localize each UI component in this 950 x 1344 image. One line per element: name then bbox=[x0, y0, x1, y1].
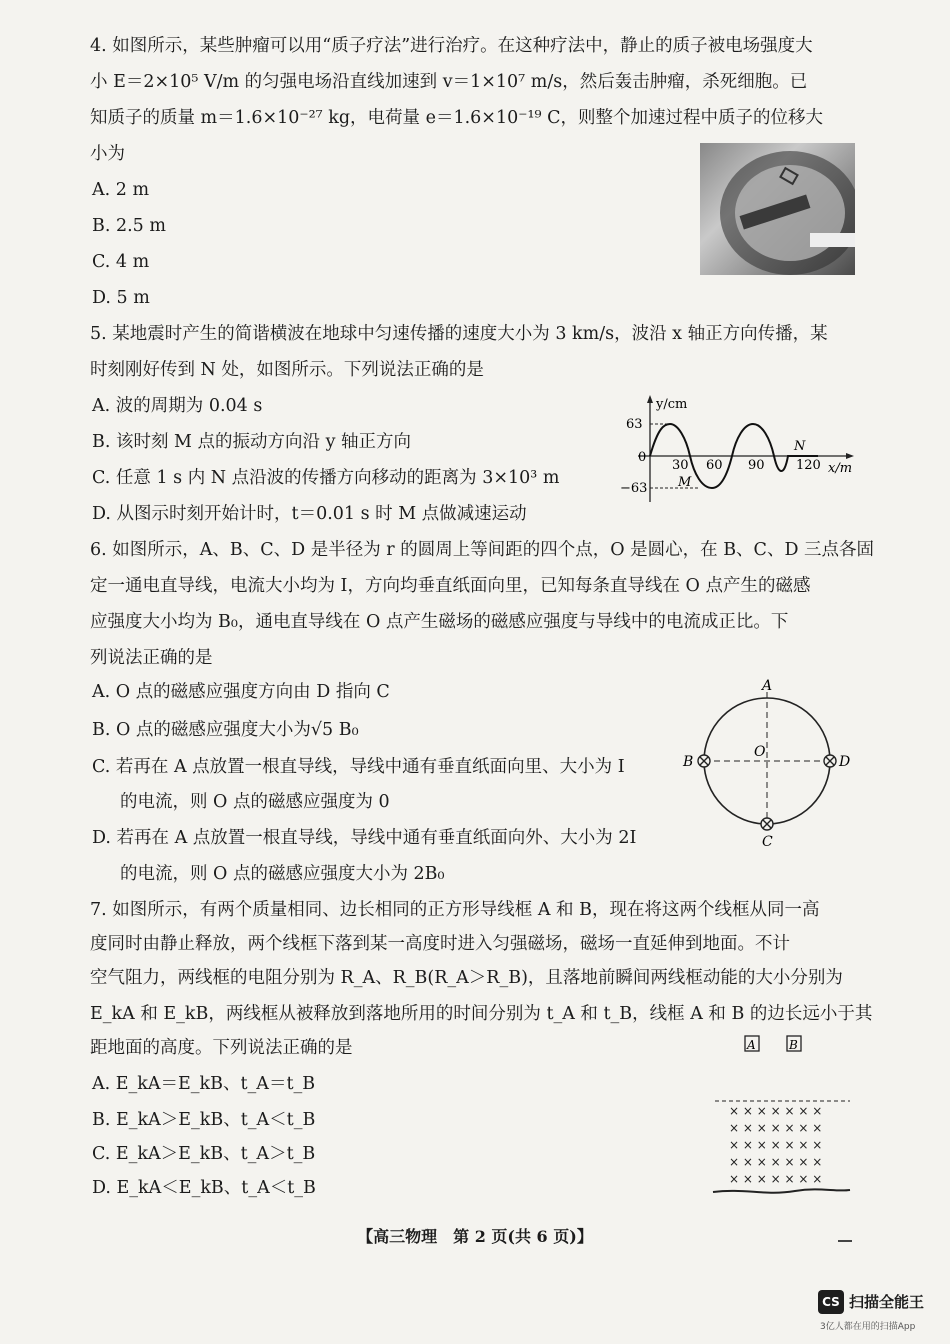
q5-option-a: A. 波的周期为 0.04 s bbox=[92, 396, 263, 416]
point-b: B bbox=[683, 754, 694, 770]
q6-option-c-line1: C. 若再在 A 点放置一根直导线，导线中通有垂直纸面向里、大小为 I bbox=[92, 757, 625, 777]
q4-option-a: A. 2 m bbox=[92, 180, 150, 200]
scanner-name: 扫描全能王 bbox=[849, 1293, 925, 1311]
wave-origin: 0 bbox=[638, 450, 647, 465]
q5-option-c: C. 任意 1 s 内 N 点沿波的传播方向移动的距离为 3×10³ m bbox=[92, 468, 560, 488]
wave-point-m: M bbox=[678, 475, 692, 490]
q5-option-d: D. 从图示时刻开始计时，t＝0.01 s 时 M 点做减速运动 bbox=[92, 504, 527, 524]
svg-text:× × × × × × ×: × × × × × × × bbox=[729, 1172, 823, 1186]
proton-therapy-photo bbox=[700, 143, 855, 275]
wave-xlabel: x/m bbox=[828, 461, 853, 476]
magnetic-field-diagram bbox=[705, 1030, 860, 1200]
q7-line3: 空气阻力，两线框的电阻分别为 R_A、R_B(R_A＞R_B)，且落地前瞬间两线框动能的大小分别为 bbox=[90, 968, 843, 988]
wave-y-top: 63 bbox=[626, 417, 643, 432]
wire-b-icon bbox=[698, 755, 710, 767]
wave-y-bottom: −63 bbox=[620, 481, 648, 496]
wave-point-n: N bbox=[794, 439, 806, 454]
wave-tick-120: 120 bbox=[796, 458, 821, 473]
wire-c-icon bbox=[761, 818, 773, 830]
svg-text:× × × × × × ×: × × × × × × × bbox=[729, 1138, 823, 1152]
q5-line1: 5. 某地震时产生的简谐横波在地球中匀速传播的速度大小为 3 km/s，波沿 x 轴正方向传播，某 bbox=[90, 324, 828, 344]
q6-line4: 列说法正确的是 bbox=[90, 648, 213, 668]
q6-option-d-line1: D. 若再在 A 点放置一根直导线，导线中通有垂直纸面向外、大小为 2I bbox=[92, 828, 637, 848]
svg-text:× × × × × × ×: × × × × × × × bbox=[729, 1121, 823, 1135]
q4-line4: 小为 bbox=[90, 144, 125, 164]
q4-option-d: D. 5 m bbox=[92, 288, 150, 308]
q7-option-d: D. E_kA＜E_kB、t_A＜t_B bbox=[92, 1178, 316, 1198]
wave-tick-60: 60 bbox=[706, 458, 723, 473]
q6-option-a: A. O 点的磁感应强度方向由 D 指向 C bbox=[92, 682, 390, 702]
q6-line2: 定一通电直导线，电流大小均为 I，方向均垂直纸面向里，已知每条直导线在 O 点产生的磁感 bbox=[90, 576, 811, 596]
q6-line1: 6. 如图所示，A、B、C、D 是半径为 r 的圆周上等间距的四个点，O 是圆心，在 B、C、D 三点各固 bbox=[90, 540, 875, 560]
wave-ylabel: y/cm bbox=[656, 397, 688, 412]
q5-line2: 时刻刚好传到 N 处，如图所示。下列说法正确的是 bbox=[90, 360, 484, 380]
q4-line1: 4. 如图所示，某些肿瘤可以用“质子疗法”进行治疗。在这种疗法中，静止的质子被电场强度大 bbox=[90, 36, 813, 56]
frame-b-label: B bbox=[789, 1038, 798, 1052]
footer-mark bbox=[838, 1240, 852, 1242]
point-o: O bbox=[754, 744, 766, 760]
field-crosses bbox=[729, 1104, 822, 1186]
q4-option-b: B. 2.5 m bbox=[92, 216, 166, 236]
point-a: A bbox=[762, 678, 773, 694]
q4-option-c: C. 4 m bbox=[92, 252, 150, 272]
q7-line5: 距地面的高度。下列说法正确的是 bbox=[90, 1038, 353, 1058]
q7-option-b: B. E_kA＞E_kB、t_A＜t_B bbox=[92, 1110, 316, 1130]
svg-text:× × × × × × ×: × × × × × × × bbox=[729, 1155, 823, 1169]
q6-line3: 应强度大小均为 B₀，通电直导线在 O 点产生磁场的磁感应强度与导线中的电流成正比。下 bbox=[90, 612, 789, 632]
svg-text:× × × × × × ×: × × × × × × × bbox=[729, 1104, 823, 1118]
page-footer: 【高三物理 第 2 页(共 6 页)】 bbox=[357, 1227, 593, 1246]
q6-option-b: B. O 点的磁感应强度大小为√5 B₀ bbox=[92, 720, 359, 740]
q5-option-b: B. 该时刻 M 点的振动方向沿 y 轴正方向 bbox=[92, 432, 412, 452]
wire-d-icon bbox=[824, 755, 836, 767]
q6-option-d-line2: 的电流，则 O 点的磁感应强度大小为 2B₀ bbox=[120, 864, 445, 884]
point-c: C bbox=[762, 834, 773, 850]
q6-option-c-line2: 的电流，则 O 点的磁感应强度为 0 bbox=[120, 792, 390, 812]
q7-line1: 7. 如图所示，有两个质量相同、边长相同的正方形导线框 A 和 B，现在将这两个线框从同一高 bbox=[90, 900, 820, 920]
q7-line2: 度同时由静止释放，两个线框下落到某一高度时进入匀强磁场，磁场一直延伸到地面。不计 bbox=[90, 934, 790, 954]
wave-graph bbox=[618, 392, 858, 504]
wave-tick-30: 30 bbox=[672, 458, 689, 473]
q4-line2: 小 E＝2×10⁵ V/m 的匀强电场沿直线加速到 v＝1×10⁷ m/s，然后轰击肿瘤，杀死细胞。已 bbox=[90, 72, 808, 92]
q7-line4: E_kA 和 E_kB，两线框从被释放到落地所用的时间分别为 t_A 和 t_B，线框 A 和 B 的边长远小于其 bbox=[90, 1004, 873, 1024]
q7-option-a: A. E_kA＝E_kB、t_A＝t_B bbox=[92, 1074, 316, 1094]
wave-tick-90: 90 bbox=[748, 458, 765, 473]
circle-diagram bbox=[680, 678, 860, 850]
q7-option-c: C. E_kA＞E_kB、t_A＞t_B bbox=[92, 1144, 316, 1164]
scanner-tagline: 3亿人都在用的扫描App bbox=[820, 1322, 916, 1332]
point-d: D bbox=[839, 754, 851, 770]
q4-line3: 知质子的质量 m＝1.6×10⁻²⁷ kg，电荷量 e＝1.6×10⁻¹⁹ C，则整个加速过程中质子的位移大 bbox=[90, 108, 823, 128]
frame-a-label: A bbox=[747, 1038, 756, 1052]
scanner-logo-icon: CS bbox=[818, 1290, 844, 1314]
